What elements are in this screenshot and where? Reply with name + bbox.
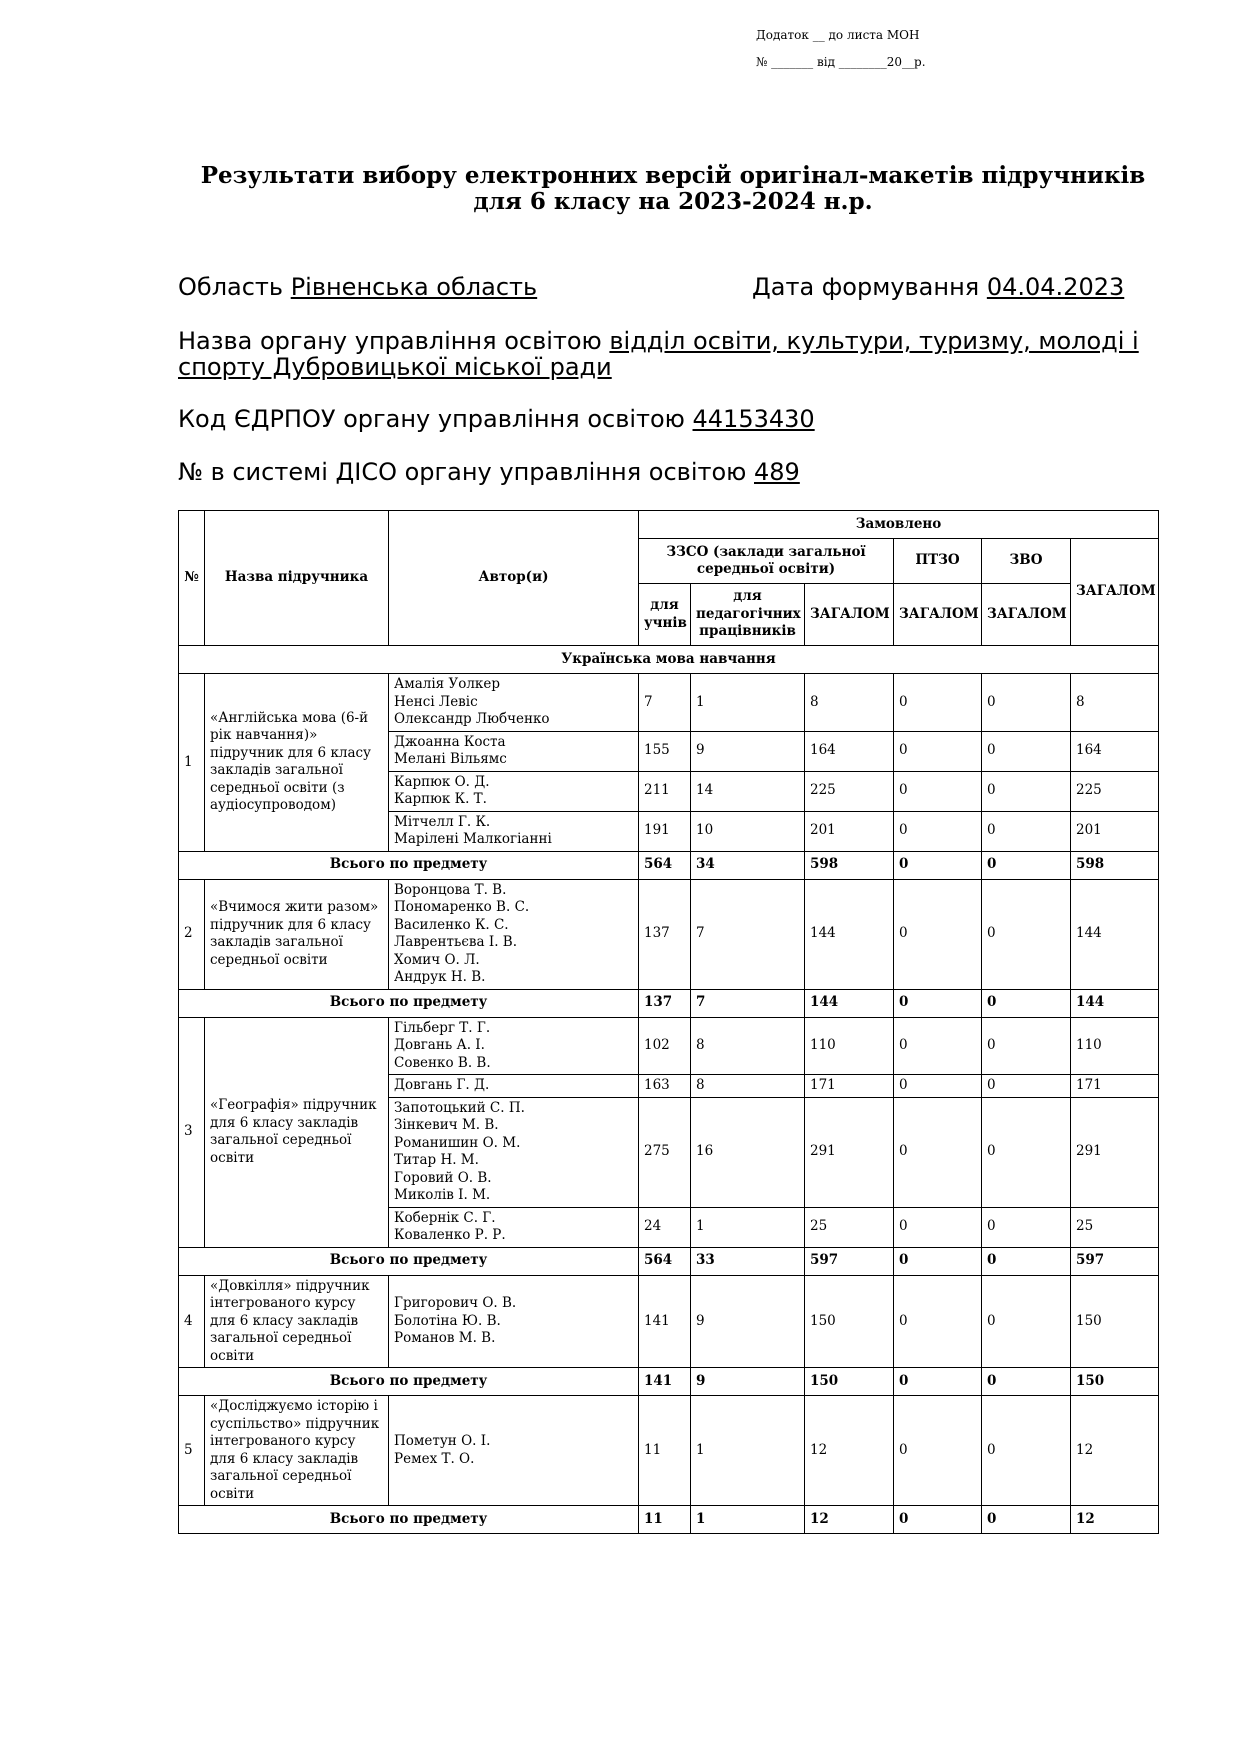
- cell-teachers: 1: [691, 674, 805, 732]
- cell-zvo: 0: [982, 1396, 1071, 1506]
- header-teachers: для педагогічних працівників: [691, 584, 805, 646]
- book-number: 3: [179, 1017, 205, 1247]
- cell-teachers: 8: [691, 1075, 805, 1098]
- subject-total-row: [179, 1506, 1159, 1534]
- cell-zvo: 0: [982, 1017, 1071, 1075]
- book-title: «Досліджуємо історію і суспільство» підручник інтегрованого курсу для 6 класу закладів загальної середньої освіти: [205, 1396, 389, 1506]
- cell-students: 141: [639, 1275, 691, 1368]
- header-authors: Автор(и): [389, 511, 639, 646]
- book-number: 1: [179, 674, 205, 852]
- diso-line: [178, 459, 800, 485]
- book-number: 2: [179, 879, 205, 989]
- cell-zzso: 164: [805, 731, 894, 771]
- total-zvo: 0: [982, 1368, 1071, 1396]
- title-line-1: Результати вибору електронних версій оригінал-макетів підручників: [200, 162, 1146, 189]
- book-title: «Вчимося жити разом» підручник для 6 класу закладів загальної середньої освіти: [205, 879, 389, 989]
- subject-total-label: Всього по предмету: [179, 1247, 639, 1275]
- header-num: №: [179, 511, 205, 646]
- document-title: [178, 163, 1168, 215]
- total-teachers: 7: [691, 989, 805, 1017]
- cell-total: 171: [1071, 1075, 1159, 1098]
- cell-teachers: 7: [691, 879, 805, 989]
- region-line: [178, 274, 537, 300]
- book-title: «Довкілля» підручник інтегрованого курсу для 6 класу закладів загальної середньої освіти: [205, 1275, 389, 1368]
- subject-total-label: Всього по предмету: [179, 1368, 639, 1396]
- total-ptzo: 0: [894, 851, 982, 879]
- cell-teachers: 16: [691, 1097, 805, 1207]
- cell-total: 144: [1071, 879, 1159, 989]
- cell-zvo: 0: [982, 1207, 1071, 1247]
- org-value-line2: спорту Дубровицької міської ради: [178, 353, 612, 381]
- header-ptzo: ПТЗО: [894, 539, 982, 584]
- cell-ptzo: 0: [894, 1396, 982, 1506]
- cell-ptzo: 0: [894, 1075, 982, 1098]
- annex-line-1: Додаток __ до листа МОН: [756, 28, 920, 42]
- total-zzso: 597: [805, 1247, 894, 1275]
- cell-ptzo: 0: [894, 674, 982, 732]
- subject-total-label: Всього по предмету: [179, 1506, 639, 1534]
- header-students: для учнів: [639, 584, 691, 646]
- cell-zzso: 291: [805, 1097, 894, 1207]
- diso-value: 489: [754, 458, 800, 486]
- cell-zzso: 12: [805, 1396, 894, 1506]
- book-title: «Географія» підручник для 6 класу закладів загальної середньої освіти: [205, 1017, 389, 1247]
- total-total: 598: [1071, 851, 1159, 879]
- cell-zvo: 0: [982, 1275, 1071, 1368]
- total-total: 150: [1071, 1368, 1159, 1396]
- cell-students: 155: [639, 731, 691, 771]
- total-students: 141: [639, 1368, 691, 1396]
- section-row: [179, 646, 1159, 674]
- date-label: Дата формування: [752, 273, 980, 301]
- cell-students: 191: [639, 811, 691, 851]
- cell-zvo: 0: [982, 771, 1071, 811]
- cell-teachers: 9: [691, 1275, 805, 1368]
- total-zvo: 0: [982, 989, 1071, 1017]
- cell-teachers: 9: [691, 731, 805, 771]
- total-zzso: 12: [805, 1506, 894, 1534]
- book-title: «Англійська мова (6-й рік навчання)» підручник для 6 класу закладів загальної середньої освіти (з аудіосупроводом): [205, 674, 389, 852]
- header-zvo: ЗВО: [982, 539, 1071, 584]
- total-total: 144: [1071, 989, 1159, 1017]
- cell-zzso: 225: [805, 771, 894, 811]
- total-ptzo: 0: [894, 1506, 982, 1534]
- cell-total: 201: [1071, 811, 1159, 851]
- date-value: 04.04.2023: [986, 273, 1125, 301]
- total-zzso: 144: [805, 989, 894, 1017]
- org-line: [178, 328, 1139, 380]
- cell-ptzo: 0: [894, 1097, 982, 1207]
- header-ordered: Замовлено: [639, 511, 1159, 539]
- edrpou-label: Код ЄДРПОУ органу управління освітою: [178, 405, 685, 433]
- cell-ptzo: 0: [894, 1207, 982, 1247]
- total-teachers: 1: [691, 1506, 805, 1534]
- cell-students: 102: [639, 1017, 691, 1075]
- cell-zvo: 0: [982, 879, 1071, 989]
- total-ptzo: 0: [894, 1368, 982, 1396]
- org-value-line1: відділ освіти, культури, туризму, молоді і: [609, 327, 1139, 355]
- header-name: Назва підручника: [205, 511, 389, 646]
- header-zvo-total: ЗАГАЛОМ: [982, 584, 1071, 646]
- date-line: [752, 274, 1124, 300]
- section-label: Українська мова навчання: [179, 646, 1159, 674]
- subject-total-row: [179, 1247, 1159, 1275]
- book-authors: Амалія Уолкер Ненсі Левіс Олександр Любченко: [389, 674, 639, 732]
- cell-ptzo: 0: [894, 1017, 982, 1075]
- book-authors: Григорович О. В. Болотіна Ю. В. Романов М. В.: [389, 1275, 639, 1368]
- subject-total-row: [179, 1368, 1159, 1396]
- cell-zvo: 0: [982, 1075, 1071, 1098]
- subject-total-row: [179, 851, 1159, 879]
- cell-teachers: 8: [691, 1017, 805, 1075]
- cell-teachers: 1: [691, 1396, 805, 1506]
- cell-total: 291: [1071, 1097, 1159, 1207]
- cell-total: 12: [1071, 1396, 1159, 1506]
- title-line-2: для 6 класу на 2023-2024 н.р.: [473, 188, 873, 215]
- cell-zzso: 25: [805, 1207, 894, 1247]
- total-students: 564: [639, 1247, 691, 1275]
- cell-ptzo: 0: [894, 731, 982, 771]
- org-label: Назва органу управління освітою: [178, 327, 602, 355]
- cell-ptzo: 0: [894, 811, 982, 851]
- header-zzso-total: ЗАГАЛОМ: [805, 584, 894, 646]
- cell-zzso: 150: [805, 1275, 894, 1368]
- cell-students: 7: [639, 674, 691, 732]
- total-total: 597: [1071, 1247, 1159, 1275]
- edrpou-line: [178, 406, 815, 432]
- edrpou-value: 44153430: [692, 405, 815, 433]
- cell-zzso: 110: [805, 1017, 894, 1075]
- table-row: [179, 1017, 1159, 1075]
- table-row: [179, 674, 1159, 732]
- book-authors: Пометун О. І. Ремех Т. О.: [389, 1396, 639, 1506]
- cell-zzso: 144: [805, 879, 894, 989]
- cell-teachers: 14: [691, 771, 805, 811]
- book-number: 5: [179, 1396, 205, 1506]
- total-students: 564: [639, 851, 691, 879]
- cell-zvo: 0: [982, 674, 1071, 732]
- book-authors: Кобернік С. Г. Коваленко Р. Р.: [389, 1207, 639, 1247]
- total-zzso: 150: [805, 1368, 894, 1396]
- diso-label: № в системі ДІСО органу управління освітою: [178, 458, 747, 486]
- cell-students: 24: [639, 1207, 691, 1247]
- header-zzso: ЗЗСО (заклади загальної середньої освіти): [639, 539, 894, 584]
- table-row: [179, 1275, 1159, 1368]
- table-row: [179, 1396, 1159, 1506]
- subject-total-label: Всього по предмету: [179, 851, 639, 879]
- total-zvo: 0: [982, 1247, 1071, 1275]
- region-value: Рівненська область: [290, 273, 538, 301]
- cell-zzso: 8: [805, 674, 894, 732]
- total-ptzo: 0: [894, 989, 982, 1017]
- total-students: 137: [639, 989, 691, 1017]
- book-authors: Довгань Г. Д.: [389, 1075, 639, 1098]
- book-authors: Мітчелл Г. К. Марілені Малкогіанні: [389, 811, 639, 851]
- cell-ptzo: 0: [894, 879, 982, 989]
- cell-ptzo: 0: [894, 1275, 982, 1368]
- total-zvo: 0: [982, 851, 1071, 879]
- cell-students: 137: [639, 879, 691, 989]
- total-teachers: 34: [691, 851, 805, 879]
- total-zzso: 598: [805, 851, 894, 879]
- book-authors: Воронцова Т. В. Пономаренко В. С. Василенко К. С. Лаврентьєва І. В. Хомич О. Л. Андрук Н. В.: [389, 879, 639, 989]
- book-authors: Гільберг Т. Г. Довгань А. І. Совенко В. В.: [389, 1017, 639, 1075]
- header-ptzo-total: ЗАГАЛОМ: [894, 584, 982, 646]
- annex-line-2: № _______ від ________20__р.: [756, 55, 926, 69]
- textbook-orders-table: [178, 510, 1159, 1534]
- cell-total: 110: [1071, 1017, 1159, 1075]
- cell-zvo: 0: [982, 731, 1071, 771]
- book-authors: Запотоцький С. П. Зінкевич М. В. Романишин О. М. Титар Н. М. Горовий О. В. Миколів І. М.: [389, 1097, 639, 1207]
- total-ptzo: 0: [894, 1247, 982, 1275]
- cell-students: 275: [639, 1097, 691, 1207]
- subject-total-row: [179, 989, 1159, 1017]
- cell-zvo: 0: [982, 811, 1071, 851]
- cell-total: 164: [1071, 731, 1159, 771]
- region-label: Область: [178, 273, 284, 301]
- cell-teachers: 10: [691, 811, 805, 851]
- total-total: 12: [1071, 1506, 1159, 1534]
- header-total: ЗАГАЛОМ: [1071, 539, 1159, 646]
- total-teachers: 33: [691, 1247, 805, 1275]
- subject-total-label: Всього по предмету: [179, 989, 639, 1017]
- cell-ptzo: 0: [894, 771, 982, 811]
- cell-teachers: 1: [691, 1207, 805, 1247]
- book-authors: Джоанна Коста Мелані Вільямс: [389, 731, 639, 771]
- book-number: 4: [179, 1275, 205, 1368]
- cell-total: 150: [1071, 1275, 1159, 1368]
- table-row: [179, 879, 1159, 989]
- cell-students: 211: [639, 771, 691, 811]
- cell-total: 8: [1071, 674, 1159, 732]
- cell-students: 11: [639, 1396, 691, 1506]
- total-teachers: 9: [691, 1368, 805, 1396]
- book-authors: Карпюк О. Д. Карпюк К. Т.: [389, 771, 639, 811]
- cell-zvo: 0: [982, 1097, 1071, 1207]
- cell-zzso: 201: [805, 811, 894, 851]
- cell-total: 225: [1071, 771, 1159, 811]
- total-zvo: 0: [982, 1506, 1071, 1534]
- cell-zzso: 171: [805, 1075, 894, 1098]
- cell-students: 163: [639, 1075, 691, 1098]
- total-students: 11: [639, 1506, 691, 1534]
- cell-total: 25: [1071, 1207, 1159, 1247]
